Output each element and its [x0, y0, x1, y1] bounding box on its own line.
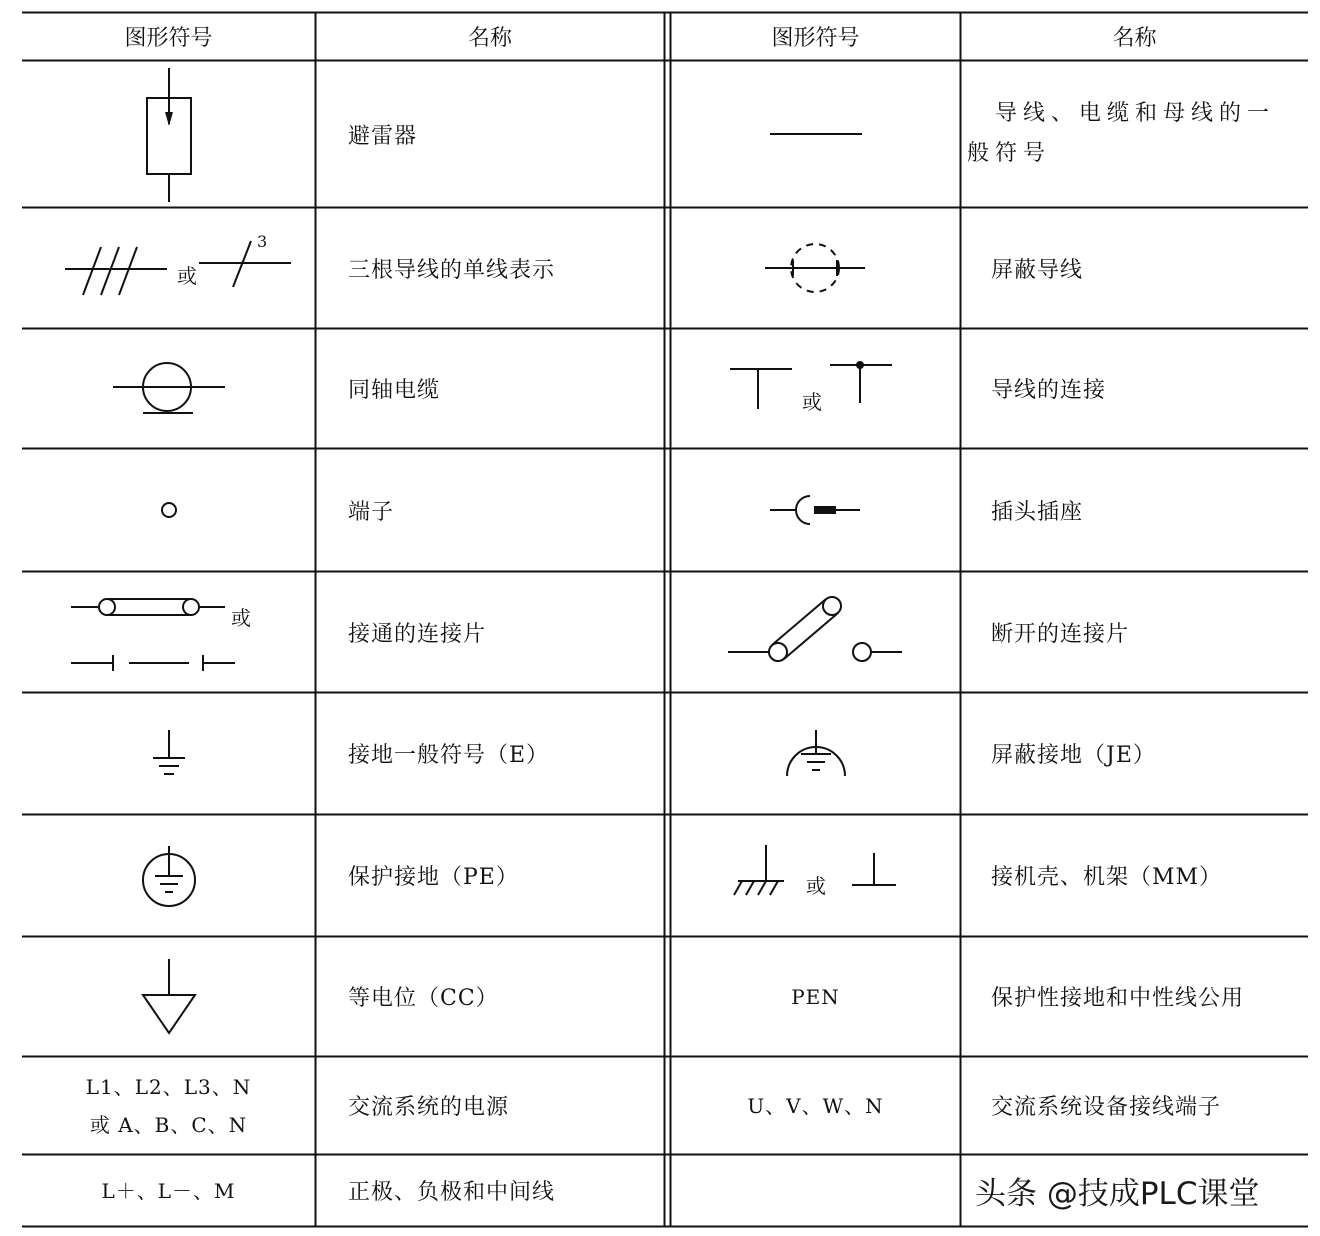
name-chassis: 接机壳、机架（MM）: [991, 865, 1223, 890]
name-plug-socket: 插头插座: [991, 499, 1084, 525]
plug-socket-icon: [766, 490, 866, 530]
name-equipotential: 等电位（CC）: [348, 986, 499, 1011]
wire-connection-symbol-cell: [671, 329, 960, 448]
pen-label: PEN: [791, 984, 840, 1009]
name-pen: 保护性接地和中性线公用: [991, 986, 1245, 1011]
coaxial-cable-icon: [109, 359, 229, 419]
shielded-ground-icon: [781, 724, 851, 784]
terminal-icon: [154, 495, 184, 525]
shielded-wire-symbol-cell: [671, 208, 960, 328]
name-earth: 接地一般符号（E）: [348, 743, 550, 768]
link-open-symbol-cell: [671, 572, 960, 692]
name-shielded-wire: 屏蔽导线: [991, 257, 1084, 283]
name-wire-general-text: 导线、电缆和母线的一般符号: [967, 101, 1276, 166]
open-link-icon: [726, 592, 906, 672]
ground-icon: [149, 726, 189, 782]
ac-source-line-2: 或 A、B、C、N: [89, 1112, 248, 1137]
shield-earth-symbol-cell: [671, 693, 960, 814]
header-left-name: 名称: [467, 26, 512, 51]
or-label: 或: [801, 389, 822, 414]
terminal-symbol-cell: [22, 449, 315, 571]
header-left-symbol: 图形符号: [124, 26, 213, 51]
or-label: 或: [230, 606, 251, 630]
earth-symbol-cell: [22, 693, 315, 814]
name-terminal: 端子: [348, 499, 395, 525]
pen-symbol-cell: [671, 937, 960, 1056]
name-ac-terminals: 交流系统设备接线端子: [991, 1095, 1222, 1120]
three-wire-single-line-icon: [49, 233, 289, 303]
wire-count-label: 3: [256, 232, 267, 251]
name-three-wire: 三根导线的单线表示: [348, 257, 556, 283]
closed-link-icon: [69, 587, 269, 677]
shielded-wire-icon: [761, 238, 871, 298]
name-link-closed: 接通的连接片: [348, 621, 487, 647]
surge-arrester-symbol-cell: [22, 61, 315, 207]
link-closed-symbol-cell: [22, 572, 315, 692]
wire-line-icon: [766, 124, 866, 144]
name-coax: 同轴电缆: [348, 378, 441, 403]
ac-terminal-label: U、V、W、N: [747, 1093, 884, 1118]
equipotential-icon: [139, 957, 199, 1037]
watermark: [975, 1168, 1305, 1212]
header-right-symbol: 图形符号: [771, 26, 860, 51]
protective-earth-symbol-cell: [22, 815, 315, 936]
name-dc-lines: 正极、负极和中间线: [348, 1180, 556, 1205]
watermark-text: 头条 @技成PLC课堂: [975, 1175, 1260, 1212]
dc-lines-symbol-cell: [22, 1155, 315, 1226]
or-label: 或: [805, 873, 826, 898]
coax-symbol-cell: [22, 329, 315, 448]
name-link-open: 断开的连接片: [991, 621, 1130, 647]
name-wire-connection: 导线的连接: [991, 378, 1107, 403]
ac-source-line-1: L1、L2、L3、N: [85, 1074, 252, 1099]
dc-lines-label: L＋、L－、M: [101, 1178, 236, 1203]
or-label: 或: [176, 264, 197, 288]
empty-symbol-cell: [671, 1155, 960, 1226]
three-wire-symbol-cell: [22, 208, 315, 328]
chassis-ground-icon: [726, 841, 906, 911]
ac-source-symbol-cell: [22, 1057, 315, 1154]
chassis-symbol-cell: [671, 815, 960, 936]
ac-source-labels: [86, 1068, 252, 1144]
name-protective-earth: 保护接地（PE）: [348, 865, 519, 890]
name-ac-source: 交流系统的电源: [348, 1095, 510, 1120]
surge-arrester-icon: [129, 64, 209, 204]
ac-terminal-symbol-cell: [671, 1057, 960, 1154]
name-shield-earth: 屏蔽接地（JE）: [991, 743, 1156, 768]
name-surge-arrester: 避雷器: [348, 123, 418, 149]
equipotential-symbol-cell: [22, 937, 315, 1056]
plug-socket-symbol-cell: [671, 449, 960, 571]
protective-ground-icon: [139, 844, 199, 908]
name-wire-general: [961, 61, 1308, 207]
wire-junction-icon: [726, 359, 906, 419]
header-right-name: 名称: [1112, 26, 1157, 51]
wire-general-symbol-cell: [671, 61, 960, 207]
